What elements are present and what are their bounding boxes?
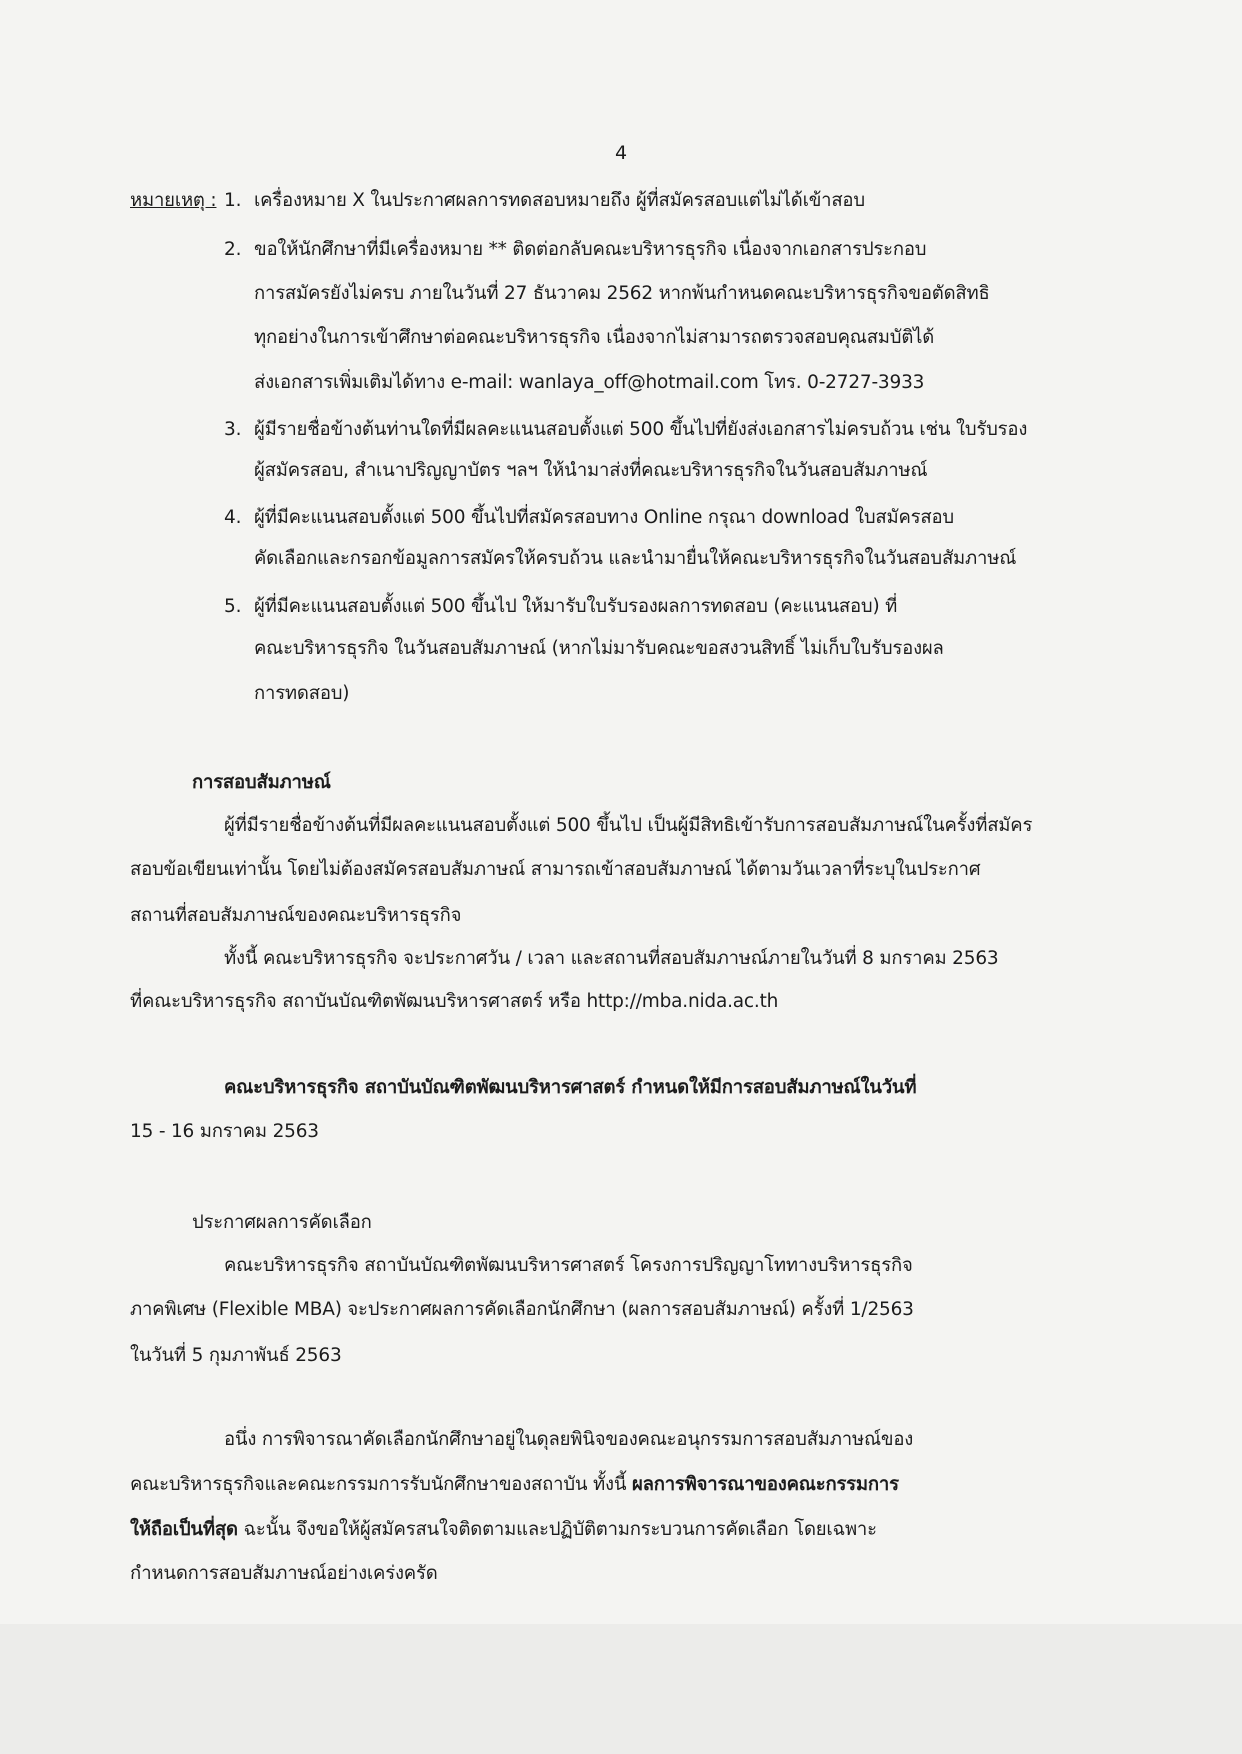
interview-paragraph-line: ที่คณะบริหารธุรกิจ สถาบันบัณฑิตพัฒนบริหารศาสตร์ หรือ http://mba.nida.ac.th xyxy=(130,991,779,1012)
closing-line: อนึ่ง การพิจารณาคัดเลือกนักศึกษาอยู่ในดุลยพินิจของคณะอนุกรรมการสอบสัมภาษณ์ของ xyxy=(224,1429,914,1450)
note-text: การสมัครยังไม่ครบ ภายในวันที่ 27 ธันวาคม 2562 หากพ้นกำหนดคณะบริหารธุรกิจขอตัดสิทธิ xyxy=(254,283,990,304)
closing-line: กำหนดการสอบสัมภาษณ์อย่างเคร่งครัด xyxy=(130,1563,438,1584)
interview-paragraph-line: สถานที่สอบสัมภาษณ์ของคณะบริหารธุรกิจ xyxy=(130,905,462,926)
closing-line xyxy=(130,1517,877,1543)
note-text: ผู้ที่มีคะแนนสอบตั้งแต่ 500 ขึ้นไปที่สมัครสอบทาง Online กรุณา download ใบสมัครสอบ xyxy=(254,507,954,528)
note-item-2 xyxy=(224,237,926,263)
results-paragraph-line: ภาคพิเศษ (Flexible MBA) จะประกาศผลการคัดเลือกนักศึกษา (ผลการสอบสัมภาษณ์) ครั้งที่ 1/2563 xyxy=(130,1299,914,1320)
note-item-1 xyxy=(224,188,865,214)
schedule-line: คณะบริหารธุรกิจ สถาบันบัณฑิตพัฒนบริหารศาสตร์ กำหนดให้มีการสอบสัมภาษณ์ในวันที่ xyxy=(224,1077,917,1098)
interview-paragraph-line: ทั้งนี้ คณะบริหารธุรกิจ จะประกาศวัน / เวลา และสถานที่สอบสัมภาษณ์ภายในวันที่ 8 มกราคม 2563 xyxy=(224,948,999,969)
note-text: ผู้ที่มีคะแนนสอบตั้งแต่ 500 ขึ้นไป ให้มารับใบรับรองผลการทดสอบ (คะแนนสอบ) ที่ xyxy=(254,596,898,617)
note-text: ผู้สมัครสอบ, สำเนาปริญญาบัตร ฯลฯ ให้นำมาส่งที่คณะบริหารธุรกิจในวันสอบสัมภาษณ์ xyxy=(254,460,928,481)
closing-emphasis: ให้ถือเป็นที่สุด xyxy=(130,1519,238,1540)
note-item-3 xyxy=(224,417,1027,443)
note-item-5 xyxy=(224,594,897,620)
note-item-4 xyxy=(224,505,954,531)
note-text: ส่งเอกสารเพิ่มเติมได้ทาง e-mail: wanlaya_off@hotmail.com โทร. 0-2727-3933 xyxy=(254,372,925,393)
schedule-date: 15 - 16 มกราคม 2563 xyxy=(130,1121,319,1142)
scan-footer-shade xyxy=(0,1624,1242,1754)
page-number: 4 xyxy=(614,142,628,164)
note-text: ขอให้นักศึกษาที่มีเครื่องหมาย ** ติดต่อกลับคณะบริหารธุรกิจ เนื่องจากเอกสารประกอบ xyxy=(254,239,927,260)
note-number: 1. xyxy=(224,190,242,211)
closing-text: ฉะนั้น จึงขอให้ผู้สมัครสนใจติดตามและปฏิบัติตามกระบวนการคัดเลือก โดยเฉพาะ xyxy=(237,1519,877,1540)
closing-emphasis: ผลการพิจารณาของคณะกรรมการ xyxy=(631,1474,899,1495)
note-number: 5. xyxy=(224,596,242,617)
interview-paragraph-line: สอบข้อเขียนเท่านั้น โดยไม่ต้องสมัครสอบสัมภาษณ์ สามารถเข้าสอบสัมภาษณ์ ได้ตามวันเวลาที่ระบุในประกาศ xyxy=(130,859,981,880)
closing-line xyxy=(130,1472,899,1498)
note-number: 4. xyxy=(224,507,242,528)
note-text: คณะบริหารธุรกิจ ในวันสอบสัมภาษณ์ (หากไม่มารับคณะขอสงวนสิทธิ์ ไม่เก็บใบรับรองผล xyxy=(254,638,944,659)
note-text: คัดเลือกและกรอกข้อมูลการสมัครให้ครบถ้วน และนำมายื่นให้คณะบริหารธุรกิจในวันสอบสัมภาษณ์ xyxy=(254,548,1017,569)
closing-text: คณะบริหารธุรกิจและคณะกรรมการรับนักศึกษาของสถาบัน ทั้งนี้ xyxy=(130,1474,632,1495)
interview-heading: การสอบสัมภาษณ์ xyxy=(192,772,331,793)
note-number: 2. xyxy=(224,239,242,260)
interview-paragraph-line: ผู้ที่มีรายชื่อข้างต้นที่มีผลคะแนนสอบตั้งแต่ 500 ขึ้นไป เป็นผู้มีสิทธิเข้ารับการสอบสัมภาษณ์ในครั้งที่สมัคร xyxy=(224,815,1033,836)
notes-label: หมายเหตุ : xyxy=(130,190,217,211)
results-heading: ประกาศผลการคัดเลือก xyxy=(192,1212,372,1233)
note-number: 3. xyxy=(224,419,242,440)
note-text: การทดสอบ) xyxy=(254,683,350,704)
note-text: ทุกอย่างในการเข้าศึกษาต่อคณะบริหารธุรกิจ เนื่องจากไม่สามารถตรวจสอบคุณสมบัติได้ xyxy=(254,327,935,348)
note-text: เครื่องหมาย X ในประกาศผลการทดสอบหมายถึง ผู้ที่สมัครสอบแต่ไม่ได้เข้าสอบ xyxy=(254,190,865,211)
results-paragraph-line: ในวันที่ 5 กุมภาพันธ์ 2563 xyxy=(130,1345,342,1366)
note-text: ผู้มีรายชื่อข้างต้นท่านใดที่มีผลคะแนนสอบตั้งแต่ 500 ขึ้นไปที่ยังส่งเอกสารไม่ครบถ้วน เช่น ใบรับรอง xyxy=(254,419,1028,440)
results-paragraph-line: คณะบริหารธุรกิจ สถาบันบัณฑิตพัฒนบริหารศาสตร์ โครงการปริญญาโททางบริหารธุรกิจ xyxy=(224,1255,913,1276)
